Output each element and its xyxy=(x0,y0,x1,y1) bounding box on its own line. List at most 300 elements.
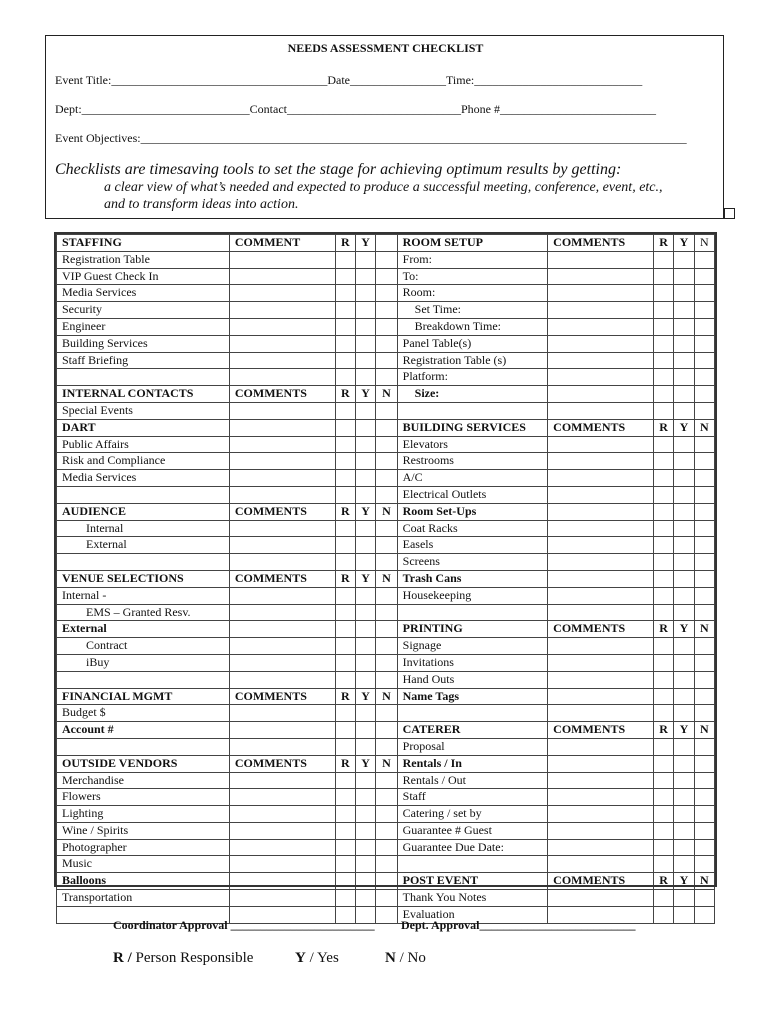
comment-cell[interactable] xyxy=(548,503,654,520)
r-cell[interactable] xyxy=(653,453,673,470)
comment-cell[interactable] xyxy=(548,654,654,671)
event-objectives-line[interactable]: Event Objectives:___________________________________________________________________________________________ xyxy=(55,131,687,145)
n-cell[interactable] xyxy=(376,251,397,268)
y-cell[interactable] xyxy=(355,251,375,268)
n-cell[interactable] xyxy=(694,654,714,671)
y-cell[interactable] xyxy=(674,251,694,268)
comment-cell[interactable] xyxy=(229,402,335,419)
comment-cell[interactable] xyxy=(229,621,335,638)
r-cell[interactable] xyxy=(653,302,673,319)
y-cell[interactable] xyxy=(674,554,694,571)
n-cell[interactable] xyxy=(376,654,397,671)
r-cell[interactable] xyxy=(335,453,355,470)
y-cell[interactable] xyxy=(355,873,375,890)
n-cell[interactable] xyxy=(694,806,714,823)
comment-cell[interactable] xyxy=(229,890,335,907)
n-cell: N xyxy=(694,722,714,739)
y-cell[interactable] xyxy=(674,436,694,453)
y-cell[interactable] xyxy=(674,839,694,856)
y-cell[interactable] xyxy=(355,654,375,671)
r-cell[interactable] xyxy=(653,537,673,554)
r-cell[interactable] xyxy=(335,486,355,503)
n-cell[interactable] xyxy=(694,268,714,285)
n-cell[interactable] xyxy=(694,587,714,604)
comment-cell[interactable] xyxy=(548,251,654,268)
y-cell[interactable] xyxy=(674,604,694,621)
n-cell[interactable] xyxy=(376,436,397,453)
n-cell[interactable] xyxy=(694,705,714,722)
r-cell[interactable] xyxy=(653,856,673,873)
comment-cell[interactable] xyxy=(229,335,335,352)
y-cell[interactable] xyxy=(355,839,375,856)
comment-cell[interactable] xyxy=(229,705,335,722)
comment-cell[interactable] xyxy=(229,537,335,554)
n-cell[interactable] xyxy=(376,419,397,436)
n-cell[interactable] xyxy=(376,369,397,386)
comment-cell[interactable] xyxy=(229,722,335,739)
r-cell[interactable] xyxy=(335,302,355,319)
comment-cell[interactable] xyxy=(229,772,335,789)
y-cell[interactable] xyxy=(674,671,694,688)
n-cell[interactable] xyxy=(376,856,397,873)
y-cell[interactable] xyxy=(674,453,694,470)
item-label[interactable] xyxy=(397,856,548,873)
n-cell[interactable] xyxy=(694,822,714,839)
n-cell[interactable] xyxy=(694,890,714,907)
comment-cell[interactable] xyxy=(229,369,335,386)
y-cell[interactable] xyxy=(355,453,375,470)
comment-cell[interactable] xyxy=(229,839,335,856)
y-cell[interactable] xyxy=(355,335,375,352)
r-cell[interactable] xyxy=(653,654,673,671)
n-cell[interactable] xyxy=(694,386,714,403)
item-label[interactable] xyxy=(397,402,548,419)
y-cell[interactable] xyxy=(355,604,375,621)
y-cell[interactable] xyxy=(355,738,375,755)
y-cell[interactable] xyxy=(355,302,375,319)
r-cell[interactable] xyxy=(335,738,355,755)
comment-cell[interactable] xyxy=(229,604,335,621)
y-cell[interactable] xyxy=(674,285,694,302)
n-cell[interactable] xyxy=(376,621,397,638)
comment-cell[interactable] xyxy=(229,453,335,470)
y-cell[interactable] xyxy=(674,856,694,873)
comment-cell[interactable] xyxy=(548,537,654,554)
r-cell[interactable] xyxy=(653,806,673,823)
n-cell[interactable] xyxy=(694,369,714,386)
n-cell[interactable] xyxy=(694,839,714,856)
y-cell[interactable] xyxy=(674,772,694,789)
comment-cell[interactable] xyxy=(548,402,654,419)
r-cell[interactable] xyxy=(335,856,355,873)
r-cell[interactable] xyxy=(335,873,355,890)
comment-cell[interactable] xyxy=(548,755,654,772)
n-cell[interactable] xyxy=(694,318,714,335)
y-cell[interactable] xyxy=(355,638,375,655)
y-cell[interactable] xyxy=(674,688,694,705)
r-cell[interactable] xyxy=(653,671,673,688)
r-cell[interactable] xyxy=(335,654,355,671)
r-cell[interactable] xyxy=(653,520,673,537)
r-cell[interactable] xyxy=(653,470,673,487)
comment-cell[interactable] xyxy=(229,654,335,671)
y-cell[interactable] xyxy=(355,268,375,285)
y-cell[interactable] xyxy=(355,722,375,739)
comment-cell[interactable] xyxy=(548,268,654,285)
r-cell[interactable] xyxy=(653,570,673,587)
comment-cell[interactable] xyxy=(229,822,335,839)
y-cell[interactable] xyxy=(355,369,375,386)
n-cell[interactable] xyxy=(694,671,714,688)
r-cell[interactable] xyxy=(335,402,355,419)
comment-cell[interactable] xyxy=(229,251,335,268)
n-cell[interactable] xyxy=(694,738,714,755)
comment-cell[interactable] xyxy=(229,268,335,285)
y-cell[interactable] xyxy=(674,806,694,823)
r-cell[interactable] xyxy=(653,486,673,503)
comment-cell[interactable] xyxy=(548,352,654,369)
n-cell[interactable] xyxy=(376,839,397,856)
y-cell[interactable] xyxy=(674,890,694,907)
comment-cell[interactable] xyxy=(229,318,335,335)
r-cell[interactable] xyxy=(653,705,673,722)
y-cell[interactable] xyxy=(674,738,694,755)
y-cell[interactable] xyxy=(355,470,375,487)
y-cell[interactable] xyxy=(355,822,375,839)
n-cell[interactable] xyxy=(694,570,714,587)
n-cell[interactable] xyxy=(694,251,714,268)
comment-cell[interactable] xyxy=(229,520,335,537)
y-cell[interactable] xyxy=(355,806,375,823)
comment-cell[interactable] xyxy=(548,470,654,487)
y-cell[interactable] xyxy=(674,587,694,604)
r-cell[interactable] xyxy=(653,402,673,419)
comment-cell[interactable] xyxy=(229,873,335,890)
y-cell[interactable] xyxy=(355,318,375,335)
comment-cell[interactable] xyxy=(548,806,654,823)
y-cell[interactable] xyxy=(674,352,694,369)
r-cell[interactable] xyxy=(335,335,355,352)
comment-cell[interactable] xyxy=(548,822,654,839)
n-cell[interactable] xyxy=(376,705,397,722)
r-cell[interactable] xyxy=(335,789,355,806)
y-cell[interactable] xyxy=(674,705,694,722)
n-cell[interactable] xyxy=(694,906,714,923)
y-cell[interactable] xyxy=(674,402,694,419)
comment-cell[interactable] xyxy=(229,470,335,487)
y-cell[interactable] xyxy=(355,486,375,503)
comment-cell[interactable] xyxy=(548,638,654,655)
comment-cell[interactable] xyxy=(229,806,335,823)
n-cell[interactable] xyxy=(376,235,397,252)
r-cell[interactable] xyxy=(653,822,673,839)
r-cell[interactable] xyxy=(335,554,355,571)
y-cell[interactable] xyxy=(674,755,694,772)
r-cell[interactable] xyxy=(335,839,355,856)
n-cell[interactable] xyxy=(694,453,714,470)
comment-cell[interactable] xyxy=(548,890,654,907)
r-cell[interactable] xyxy=(335,638,355,655)
y-cell[interactable] xyxy=(355,352,375,369)
comment-cell[interactable] xyxy=(229,419,335,436)
n-cell[interactable] xyxy=(376,402,397,419)
y-cell[interactable] xyxy=(355,789,375,806)
n-cell[interactable] xyxy=(694,402,714,419)
r-cell[interactable] xyxy=(653,386,673,403)
comment-cell[interactable] xyxy=(548,738,654,755)
n-cell[interactable] xyxy=(694,335,714,352)
r-cell[interactable] xyxy=(335,621,355,638)
n-cell[interactable] xyxy=(694,486,714,503)
y-cell[interactable] xyxy=(674,537,694,554)
n-cell[interactable] xyxy=(376,890,397,907)
y-cell[interactable] xyxy=(355,587,375,604)
n-cell[interactable] xyxy=(694,755,714,772)
n-cell[interactable] xyxy=(376,604,397,621)
n-cell[interactable] xyxy=(376,671,397,688)
n-cell[interactable] xyxy=(376,537,397,554)
r-cell[interactable] xyxy=(335,890,355,907)
n-cell[interactable] xyxy=(694,537,714,554)
y-cell[interactable] xyxy=(674,654,694,671)
comment-cell[interactable] xyxy=(548,302,654,319)
r-cell[interactable] xyxy=(335,520,355,537)
n-cell[interactable] xyxy=(376,285,397,302)
n-cell[interactable] xyxy=(694,503,714,520)
comment-cell[interactable] xyxy=(548,772,654,789)
y-cell[interactable] xyxy=(355,772,375,789)
y-cell[interactable] xyxy=(355,890,375,907)
r-cell[interactable] xyxy=(653,604,673,621)
y-cell[interactable] xyxy=(355,554,375,571)
n-cell[interactable] xyxy=(376,906,397,923)
y-cell[interactable] xyxy=(674,822,694,839)
r-cell[interactable] xyxy=(335,772,355,789)
y-cell[interactable] xyxy=(674,638,694,655)
comment-cell[interactable] xyxy=(229,638,335,655)
y-cell[interactable] xyxy=(355,705,375,722)
r-cell[interactable] xyxy=(335,268,355,285)
r-cell[interactable] xyxy=(335,722,355,739)
r-cell[interactable] xyxy=(653,738,673,755)
y-cell[interactable] xyxy=(674,470,694,487)
comment-cell[interactable] xyxy=(229,486,335,503)
corner-checkbox[interactable] xyxy=(724,208,735,219)
y-cell[interactable] xyxy=(674,369,694,386)
y-cell[interactable] xyxy=(674,486,694,503)
r-cell[interactable] xyxy=(653,789,673,806)
comment-cell[interactable] xyxy=(548,453,654,470)
comment-cell[interactable] xyxy=(548,436,654,453)
n-cell[interactable] xyxy=(376,722,397,739)
n-cell[interactable] xyxy=(694,688,714,705)
n-cell[interactable] xyxy=(376,789,397,806)
n-cell[interactable] xyxy=(694,554,714,571)
n-cell[interactable] xyxy=(376,453,397,470)
y-cell[interactable] xyxy=(355,285,375,302)
n-cell[interactable] xyxy=(376,638,397,655)
r-cell[interactable] xyxy=(653,335,673,352)
comment-cell[interactable] xyxy=(548,604,654,621)
n-cell[interactable] xyxy=(376,486,397,503)
comment-cell[interactable] xyxy=(229,285,335,302)
item-label: Staff xyxy=(397,789,548,806)
r-cell[interactable] xyxy=(653,352,673,369)
item-label[interactable] xyxy=(397,604,548,621)
n-cell[interactable] xyxy=(694,520,714,537)
comment-cell[interactable] xyxy=(548,554,654,571)
r-cell[interactable] xyxy=(653,890,673,907)
comment-cell[interactable] xyxy=(548,570,654,587)
y-cell[interactable] xyxy=(355,621,375,638)
y-cell[interactable] xyxy=(674,570,694,587)
comment-cell[interactable] xyxy=(229,587,335,604)
r-cell[interactable] xyxy=(335,671,355,688)
r-cell[interactable] xyxy=(653,906,673,923)
r-cell[interactable] xyxy=(335,419,355,436)
item-label[interactable] xyxy=(57,486,230,503)
y-cell[interactable] xyxy=(355,520,375,537)
r-cell[interactable] xyxy=(335,822,355,839)
comment-cell[interactable] xyxy=(229,789,335,806)
n-cell[interactable] xyxy=(376,352,397,369)
comment-cell[interactable] xyxy=(548,520,654,537)
event-title-date-time-line[interactable]: Event Title:____________________________________Date________________Time:____________________________ xyxy=(55,73,643,87)
item-label[interactable] xyxy=(57,671,230,688)
y-cell[interactable] xyxy=(355,671,375,688)
y-cell[interactable] xyxy=(674,503,694,520)
r-cell[interactable] xyxy=(335,318,355,335)
r-cell[interactable] xyxy=(653,554,673,571)
table-row xyxy=(57,839,715,856)
r-cell[interactable] xyxy=(335,587,355,604)
r-cell[interactable] xyxy=(653,436,673,453)
r-cell[interactable] xyxy=(653,772,673,789)
comment-cell[interactable] xyxy=(548,386,654,403)
n-cell[interactable] xyxy=(376,554,397,571)
item-label: Transportation xyxy=(57,890,230,907)
r-cell[interactable] xyxy=(653,587,673,604)
r-cell[interactable] xyxy=(653,688,673,705)
comment-cell[interactable] xyxy=(548,856,654,873)
comment-cell[interactable] xyxy=(229,738,335,755)
r-cell[interactable] xyxy=(335,537,355,554)
n-cell[interactable] xyxy=(694,789,714,806)
y-cell[interactable] xyxy=(674,789,694,806)
dept-approval[interactable]: Dept. Approval__________________________ xyxy=(401,918,636,932)
n-cell[interactable] xyxy=(694,436,714,453)
r-cell[interactable] xyxy=(335,604,355,621)
comment-cell[interactable] xyxy=(548,335,654,352)
item-label[interactable] xyxy=(57,738,230,755)
comment-cell[interactable] xyxy=(548,839,654,856)
r-cell[interactable] xyxy=(335,251,355,268)
n-cell[interactable] xyxy=(694,285,714,302)
n-cell[interactable] xyxy=(376,520,397,537)
r-cell[interactable] xyxy=(335,369,355,386)
y-cell[interactable] xyxy=(674,302,694,319)
r-cell[interactable] xyxy=(335,436,355,453)
comment-cell[interactable] xyxy=(229,554,335,571)
r-cell[interactable] xyxy=(653,839,673,856)
comment-cell[interactable] xyxy=(229,302,335,319)
n-cell[interactable] xyxy=(376,873,397,890)
dept-contact-phone-line[interactable]: Dept:____________________________Contact_____________________________Phone #__________________________ xyxy=(55,102,656,116)
r-cell[interactable] xyxy=(653,318,673,335)
n-cell[interactable] xyxy=(376,318,397,335)
y-cell[interactable] xyxy=(355,436,375,453)
r-cell[interactable] xyxy=(335,470,355,487)
n-cell[interactable] xyxy=(376,822,397,839)
n-cell[interactable] xyxy=(694,638,714,655)
y-cell[interactable] xyxy=(674,268,694,285)
r-cell[interactable] xyxy=(653,755,673,772)
r-cell[interactable] xyxy=(335,352,355,369)
item-label[interactable] xyxy=(57,554,230,571)
comment-cell[interactable] xyxy=(229,856,335,873)
n-cell[interactable] xyxy=(376,302,397,319)
n-cell[interactable] xyxy=(376,335,397,352)
comment-cell[interactable] xyxy=(548,318,654,335)
n-cell[interactable] xyxy=(694,772,714,789)
y-cell[interactable] xyxy=(674,906,694,923)
r-cell[interactable] xyxy=(335,285,355,302)
y-cell[interactable] xyxy=(674,318,694,335)
n-cell[interactable] xyxy=(376,772,397,789)
comment-cell[interactable] xyxy=(229,352,335,369)
y-cell[interactable] xyxy=(355,537,375,554)
comment-cell[interactable] xyxy=(548,671,654,688)
r-cell[interactable] xyxy=(653,285,673,302)
r-cell[interactable] xyxy=(653,503,673,520)
comment-cell[interactable] xyxy=(548,369,654,386)
comment-cell[interactable] xyxy=(229,436,335,453)
comment-cell[interactable] xyxy=(548,705,654,722)
n-cell[interactable] xyxy=(694,352,714,369)
comment-cell[interactable] xyxy=(548,688,654,705)
r-cell[interactable] xyxy=(653,369,673,386)
comment-cell[interactable] xyxy=(548,789,654,806)
comment-cell[interactable] xyxy=(548,285,654,302)
r-cell[interactable] xyxy=(653,268,673,285)
r-cell[interactable] xyxy=(335,705,355,722)
n-cell[interactable] xyxy=(694,302,714,319)
coordinator-approval[interactable]: Coordinator Approval ________________________ xyxy=(113,918,375,932)
n-cell[interactable] xyxy=(694,470,714,487)
y-cell[interactable] xyxy=(674,386,694,403)
n-cell[interactable] xyxy=(376,738,397,755)
item-label[interactable] xyxy=(397,705,548,722)
r-cell[interactable] xyxy=(335,806,355,823)
item-label[interactable] xyxy=(57,369,230,386)
y-cell[interactable] xyxy=(355,856,375,873)
comment-cell[interactable] xyxy=(548,587,654,604)
n-cell[interactable] xyxy=(376,806,397,823)
comment-cell[interactable] xyxy=(229,671,335,688)
y-cell[interactable] xyxy=(674,335,694,352)
y-cell[interactable] xyxy=(355,419,375,436)
comment-cell[interactable] xyxy=(548,486,654,503)
n-cell[interactable] xyxy=(694,856,714,873)
y-cell[interactable] xyxy=(355,402,375,419)
n-cell[interactable] xyxy=(376,470,397,487)
r-cell[interactable] xyxy=(653,251,673,268)
n-cell[interactable] xyxy=(694,604,714,621)
n-cell[interactable] xyxy=(376,587,397,604)
r-cell[interactable] xyxy=(653,638,673,655)
y-cell[interactable] xyxy=(674,520,694,537)
n-cell[interactable] xyxy=(376,268,397,285)
